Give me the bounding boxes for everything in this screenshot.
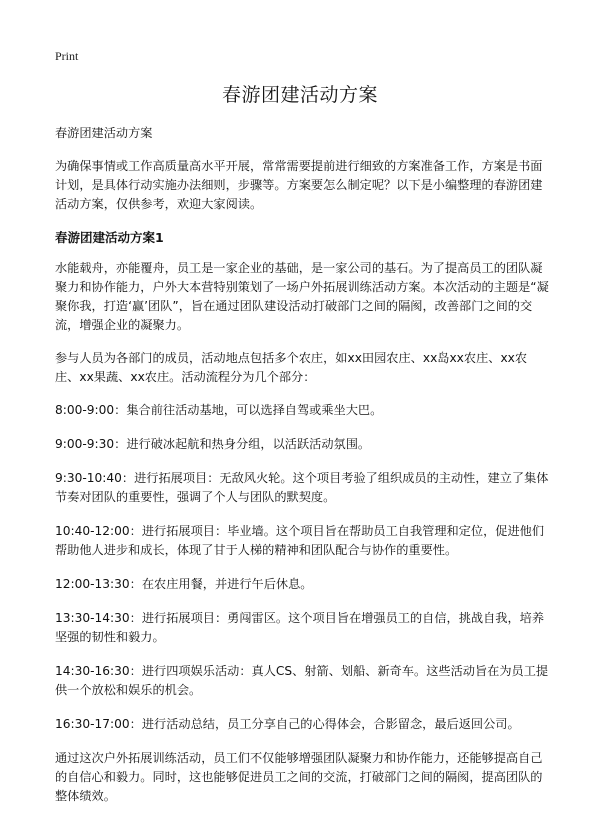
subtitle: 春游团建活动方案 (55, 126, 153, 140)
print-link[interactable]: Print (55, 49, 79, 63)
schedule-item: 12:00-13:30：在农庄用餐，并进行午后休息。 (55, 577, 313, 591)
schedule-item: 8:00-9:00：集合前往活动基地，可以选择自驾或乘坐大巴。 (55, 403, 383, 417)
schedule-item: 10:40-12:00：进行拓展项目：毕业墙。这个项目旨在帮助员工自我管理和定位，促进他们帮助他人进步和成长，体现了甘于人梯的精神和团队配合与协作的重要性。 (55, 524, 545, 557)
page-title: 春游团建活动方案 (221, 84, 378, 106)
schedule-item: 9:30-10:40：进行拓展项目：无敌风火轮。这个项目考验了组织成员的主动性，建立了集体节奏对团队的重要性，强调了个人与团队的默契度。 (55, 471, 549, 504)
schedule-item: 16:30-17:00：进行活动总结，员工分享自己的心得体会，合影留念，最后返回公司。 (55, 717, 520, 731)
intro-paragraph: 为确保事情或工作高质量高水平开展，常常需要提前进行细致的方案准备工作，方案是书面计划，是具体行动实施办法细则，步骤等。方案要怎么制定呢？以下是小编整理的春游团建活动方案，仅供参考，欢迎大家阅读。 (55, 159, 543, 211)
section-heading: 春游团建活动方案1 (55, 230, 164, 245)
schedule-item: 13:30-14:30：进行拓展项目：勇闯雷区。这个项目旨在增强员工的自信，挑战自我，培养坚强的韧性和毅力。 (55, 611, 545, 644)
schedule-list (55, 401, 550, 734)
article-body (55, 124, 550, 820)
schedule-item: 9:00-9:30：进行破冰起航和热身分组，以活跃活动氛围。 (55, 437, 371, 451)
paragraph-1: 水能载舟，亦能覆舟，员工是一家企业的基础，是一家公司的基石。为了提高员工的团队凝聚力和协作能力，户外大本营特别策划了一场户外拓展训练活动方案。本次活动的主题是“凝聚你我，打造‘赢’团队”，旨在通过团队建设活动打破部门之间的隔阂，改善部门之间的交流，增强企业的凝聚力。 (55, 261, 549, 332)
conclusion-paragraph: 通过这次户外拓展训练活动，员工们不仅能够增强团队凝聚力和协作能力，还能够提高自己的自信心和毅力。同时，这也能够促进员工之间的交流，打破部门之间的隔阂，提高团队的整体绩效。 (55, 751, 543, 803)
schedule-item: 14:30-16:30：进行四项娱乐活动：真人CS、射箭、划船、新奇车。这些活动旨在为员工提供一个放松和娱乐的机会。 (55, 664, 549, 697)
paragraph-2: 参与人员为各部门的成员，活动地点包括多个农庄，如xx田园农庄、xx岛xx农庄、xx农庄、xx果蔬、xx农庄。活动流程分为几个部分： (55, 351, 528, 384)
